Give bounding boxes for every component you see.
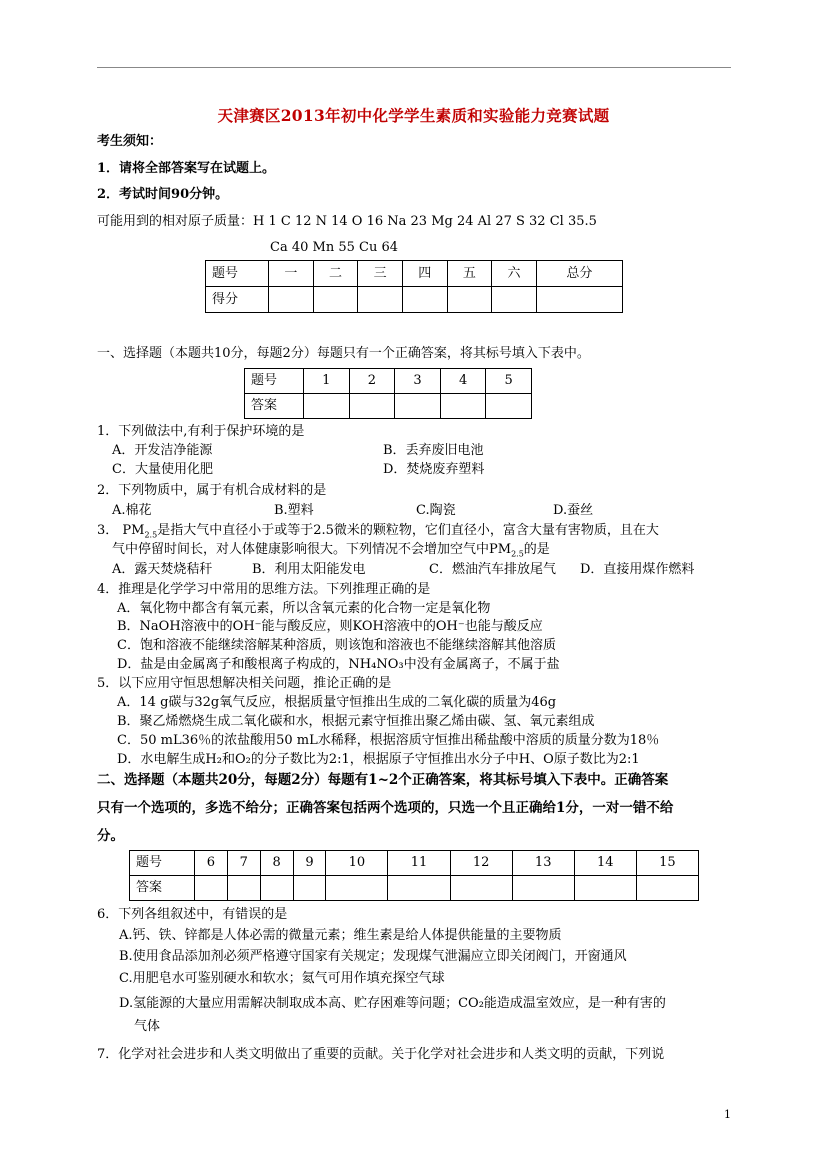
q3-stem-line-1: 3． $PM_{2.5}$是指大气中直径小于或等于2.5微米的颗粒物，它们直径小，富含大量有害物质，且在大 <box>97 523 659 540</box>
answer-cell <box>326 876 388 901</box>
answer-cell <box>486 394 532 419</box>
q6-option-c: C.用肥皂水可鉴别硬水和软水；氦气可用作填充探空气球 <box>119 971 445 986</box>
section2-heading-line-1: 二、选择题（本题共20分，每题2分）每题有1~2个正确答案，将其标号填入下表中。正确答案 <box>97 772 669 788</box>
q2-option-d: D.蚕丝 <box>553 503 594 518</box>
score-header-cell: 二 <box>313 261 358 287</box>
q6-option-d-continued: 气体 <box>134 1019 161 1034</box>
q6-option-b: B.使用食品添加剂必须严格遵守国家有关规定；发现煤气泄漏应立即关闭阀门，开窗通风 <box>119 949 627 964</box>
answer-header-cell: 1 <box>304 369 350 394</box>
score-cell <box>269 287 314 313</box>
q1-stem: 1．下列做法中,有利于保护环境的是 <box>97 424 305 439</box>
q3-option-a: A．露天焚烧秸秆 <box>112 562 213 577</box>
header-rule <box>97 67 731 68</box>
q3-option-c: C．燃油汽车排放尾气 <box>429 562 556 577</box>
q4-stem: 4．推理是化学学习中常用的思维方法。下列推理正确的是 <box>97 582 431 597</box>
answer-cell <box>304 394 350 419</box>
section1-heading: 一、选择题（本题共10分，每题2分）每题只有一个正确答案，将其标号填入下表中。 <box>97 346 590 361</box>
answer-header-cell: 13 <box>512 851 574 876</box>
q1-option-b: B．丢弃废旧电池 <box>383 443 484 458</box>
atomic-masses-line-2: Ca 40 Mn 55 Cu 64 <box>270 240 398 255</box>
q6-option-d: D.氢能源的大量应用需解决制取成本高、贮存困难等问题；CO₂能造成温室效应，是一种有害的 <box>119 996 666 1011</box>
q1-option-d: D．焚烧废弃塑料 <box>383 462 485 477</box>
q1-option-a: A．开发洁净能源 <box>112 443 213 458</box>
score-cell <box>402 287 447 313</box>
score-header-cell: 四 <box>402 261 447 287</box>
score-header-cell: 总分 <box>536 261 622 287</box>
section2-heading-line-2: 只有一个选项的，多选不给分；正确答案包括两个选项的，只选一个且正确给1分，一对一错不给 <box>97 800 674 816</box>
answer-cell <box>450 876 512 901</box>
answer-header-cell: 题号 <box>245 369 304 394</box>
score-cell <box>447 287 492 313</box>
score-row-label: 得分 <box>206 287 269 313</box>
answer-header-cell: 9 <box>293 851 326 876</box>
q2-option-c: C.陶瓷 <box>416 503 456 518</box>
score-header-cell: 题号 <box>206 261 269 287</box>
answer-row-label: 答案 <box>130 876 195 901</box>
q2-option-b: B.塑料 <box>274 503 314 518</box>
q5-option-c: C．50 mL36％的浓盐酸用50 mL水稀释，根据溶质守恒推出稀盐酸中溶质的质量分数为18％ <box>117 733 660 748</box>
answer-header-cell: 12 <box>450 851 512 876</box>
section2-heading-line-3: 分。 <box>97 828 124 844</box>
q4-option-b: B．NaOH溶液中的OH⁻能与酸反应，则KOH溶液中的OH⁻也能与酸反应 <box>117 619 543 634</box>
q3-option-b: B．利用太阳能发电 <box>252 562 366 577</box>
q4-option-c: C．饱和溶液不能继续溶解某种溶质，则该饱和溶液也不能继续溶解其他溶质 <box>117 638 556 653</box>
answer-cell <box>227 876 260 901</box>
score-cell <box>313 287 358 313</box>
score-cell <box>492 287 537 313</box>
answer-cell <box>349 394 395 419</box>
score-header-cell: 五 <box>447 261 492 287</box>
q5-stem: 5．以下应用守恒思想解决相关问题，推论正确的是 <box>97 676 392 691</box>
q1-option-c: C．大量使用化肥 <box>112 462 213 477</box>
notice-heading: 考生须知： <box>97 134 163 149</box>
answer-cell <box>260 876 293 901</box>
q4-option-d: D．盐是由金属离子和酸根离子构成的，NH₄NO₃中没有金属离子，不属于盐 <box>117 657 560 672</box>
answer-header-cell: 5 <box>486 369 532 394</box>
atomic-masses-line-1: 可能用到的相对原子质量：H 1 C 12 N 14 O 16 Na 23 Mg 24 Al 27 S 32 Cl 35.5 <box>97 214 597 229</box>
answer-header-cell: 3 <box>395 369 441 394</box>
answer-header-cell: 8 <box>260 851 293 876</box>
notice-item-1: 1．请将全部答案写在试题上。 <box>97 161 276 176</box>
answer-cell <box>293 876 326 901</box>
score-header-cell: 三 <box>358 261 403 287</box>
q3-stem-line-2: 气中停留时间长，对人体健康影响很大。下列情况不会增加空气中$PM_{2.5}$的是 <box>112 542 550 559</box>
score-header-cell: 一 <box>269 261 314 287</box>
q5-option-b: B．聚乙烯燃烧生成二氧化碳和水，根据元素守恒推出聚乙烯由碳、氢、氧元素组成 <box>117 714 595 729</box>
q6-stem: 6．下列各组叙述中，有错误的是 <box>97 907 288 922</box>
answer-header-cell: 10 <box>326 851 388 876</box>
answer-cell <box>195 876 228 901</box>
q4-option-a: A．氧化物中都含有氧元素，所以含氧元素的化合物一定是氧化物 <box>117 601 491 616</box>
exam-title: 天津赛区2013年初中化学学生素质和实验能力竞赛试题 <box>217 106 610 125</box>
page-number: 1 <box>724 1108 731 1121</box>
q6-option-a: A.钙、铁、锌都是人体必需的微量元素；维生素是给人体提供能量的主要物质 <box>119 928 562 943</box>
q5-option-d: D．水电解生成H₂和O₂的分子数比为2:1，根据原子守恒推出水分子中H、O原子数比为2:1 <box>117 752 640 767</box>
answer-header-cell: 15 <box>636 851 698 876</box>
answer-cell <box>395 394 441 419</box>
notice-item-2: 2．考试时间90分钟。 <box>97 187 229 202</box>
answer-header-cell: 11 <box>388 851 450 876</box>
answer-header-cell: 题号 <box>130 851 195 876</box>
answer-cell <box>574 876 636 901</box>
answer-cell <box>636 876 698 901</box>
answer-cell <box>512 876 574 901</box>
q5-option-a: A．14 g碳与32g氧气反应，根据质量守恒推出生成的二氧化碳的质量为46g <box>117 695 557 710</box>
section1-answer-table <box>244 368 532 419</box>
answer-row-label: 答案 <box>245 394 304 419</box>
q7-stem: 7．化学对社会进步和人类文明做出了重要的贡献。关于化学对社会进步和人类文明的贡献，下列说 <box>97 1047 665 1062</box>
answer-header-cell: 2 <box>349 369 395 394</box>
score-table <box>205 260 623 313</box>
q3-option-d: D．直接用煤作燃料 <box>580 562 695 577</box>
answer-header-cell: 4 <box>440 369 486 394</box>
answer-cell <box>388 876 450 901</box>
score-cell <box>358 287 403 313</box>
answer-header-cell: 6 <box>195 851 228 876</box>
answer-cell <box>440 394 486 419</box>
score-header-cell: 六 <box>492 261 537 287</box>
answer-header-cell: 7 <box>227 851 260 876</box>
section2-answer-table <box>129 850 699 901</box>
score-cell <box>536 287 622 313</box>
q2-option-a: A.棉花 <box>112 503 152 518</box>
answer-header-cell: 14 <box>574 851 636 876</box>
q2-stem: 2．下列物质中，属于有机合成材料的是 <box>97 483 327 498</box>
